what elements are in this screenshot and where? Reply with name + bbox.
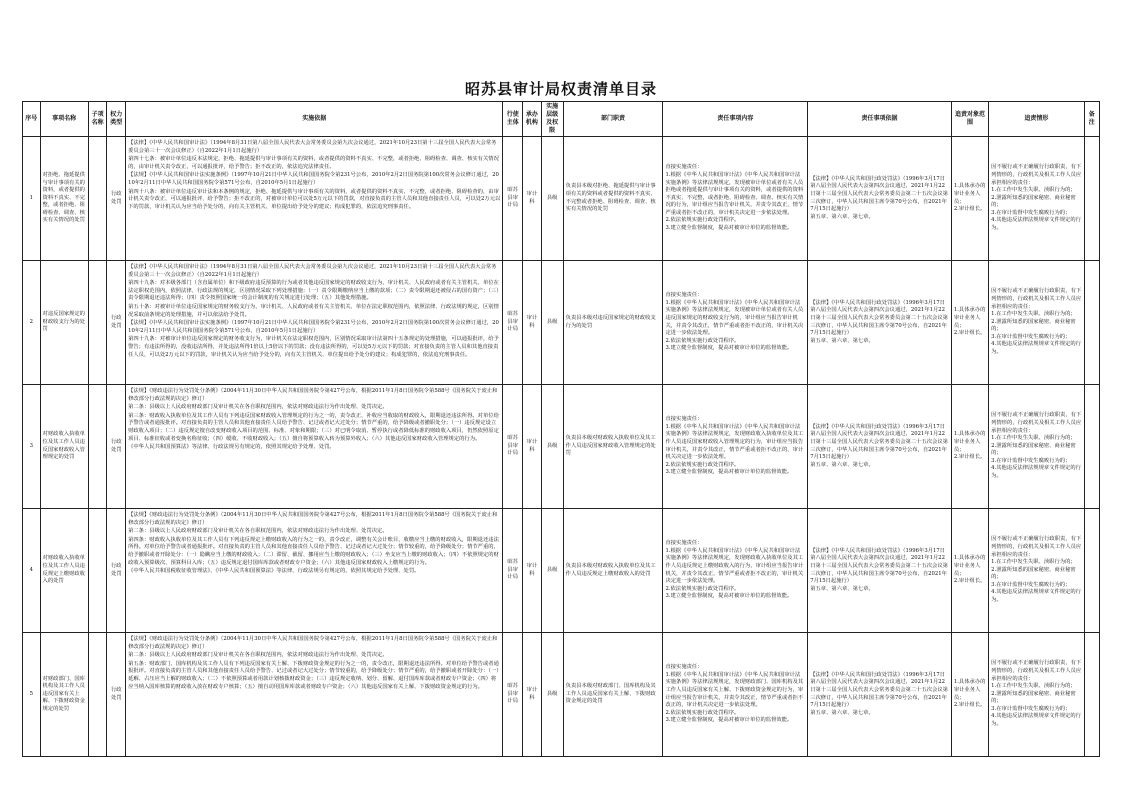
cell-content-line: 3.建立健全监督制度，提高对被审计单位的监督效能。 bbox=[665, 469, 793, 476]
cell-case bbox=[989, 509, 1084, 633]
cell-content bbox=[663, 261, 808, 385]
cell-case-line: 因不履行或不正确履行行政职责，有下列情形的，行政机关及相关工作人员应承担相应的责任： bbox=[991, 288, 1082, 310]
table-row bbox=[23, 385, 1100, 509]
header-no: 序号 bbox=[23, 102, 41, 137]
header-basis: 实施依据 bbox=[126, 102, 503, 137]
basis-paragraph: 【法规】《中华人民共和国审计法实施条例》（1997年10月21日中华人民共和国国务院令第231号公布，2010年2月2日国务院第100次常务会议修订通过，2010年2月11日中华人民共和国国务院令第571号公布，自2010年5月1日起施行） bbox=[128, 172, 499, 186]
cell-content-line: 2.依法依规实施行政处罚程序。 bbox=[665, 709, 740, 716]
page-title: 昭苏县审计局权责清单目录 bbox=[464, 80, 657, 98]
cell-case bbox=[989, 385, 1084, 509]
cell-target-line: 1.具体承办的审计业务人员； bbox=[953, 431, 986, 453]
cell-target bbox=[951, 385, 988, 509]
cell-subject: 昭苏县审计局 bbox=[503, 509, 523, 633]
cell-duty: 负责县本级对财政收入执收单位及其工作人员违反规定上缴财政收入的处罚 bbox=[563, 509, 663, 633]
cell-content bbox=[663, 385, 808, 509]
table-row bbox=[23, 137, 1100, 261]
basis-paragraph: 第二条：县级以上人民政府财政部门及审计机关在各自职权范围内，依法对财政违法行为作出处理、处罚决定。 bbox=[128, 404, 388, 411]
basis-paragraph: 【法规】《中华人民共和国审计法实施条例》（1997年10月21日中华人民共和国国务院令第231号公布，2010年2月2日国务院第100次常务会议修订通过，2010年2月11日中华人民共和国国务院令第571号公布，自2010年5月1日起施行） bbox=[128, 320, 499, 334]
cell-item-name: 对财政收入执收单位及其工作人员违反规定上缴财政收入的处罚 bbox=[40, 509, 88, 633]
cell-content-line: 1.根据《中华人民共和国审计法》《中华人民共和国审计法实施条例》等法律法规规定，发现财政部门、国库机构及其工作人员违反国家有关上解、下拨财政资金规定的行为，审计组应当报告审计机关，并责令其改正，情节严重或者拒不改正的，审计机关决定进一步依法处理。 bbox=[665, 671, 804, 709]
header-note: 备注 bbox=[1084, 102, 1099, 137]
cell-responsibility-basis-line: 【法律】《中华人民共和国行政处罚法》（1996年3月17日第八届全国人民代表大会第四次会议通过，2021年1月22日第十三届全国人民代表大会常务委员会第二十五次会议第三次修订，中华人民共和国主席令第70号公布，自2021年7月15日起施行） bbox=[810, 547, 948, 585]
cell-responsibility-basis-line: 第五章、第六章、第七章。 bbox=[810, 213, 874, 220]
cell-target-line: 1.具体承办的审计业务人员； bbox=[953, 555, 986, 577]
cell-content-line: 3.建立健全监督制度，提高对被审计单位的监督效能。 bbox=[665, 717, 793, 724]
table-row bbox=[23, 261, 1100, 385]
cell-content-line: 1.根据《中华人民共和国审计法》《中华人民共和国审计法实施条例》等法律法规规定，发现财政收入执收单位及其工作人员违反规定上缴财政收入的行为，审计组应当报告审计机关，并责令其改正，情节严重或者拒不改正的，审计机关决定进一步依法处理。 bbox=[665, 547, 804, 585]
cell-content-line: 1.根据《中华人民共和国审计法》《中华人民共和国审计法实施条例》等法律法规规定，发现被审计单位或者有关人员违反国家规定的财政收支行为的，审计组应当报告审计机关，并责令其改正，情节严重或者拒不改正的，审计机关决定进一步依法处理。 bbox=[665, 299, 804, 337]
basis-paragraph: 【法律】《中华人民共和国审计法》（1994年8月31日第八届全国人民代表大会常务委员会第九次会议通过，2021年10月23日第十三届全国人民代表大会常务委员会第三十一次会议修正）（自2022年1月1日起施行） bbox=[128, 140, 497, 154]
cell-power-type: 行政处罚 bbox=[107, 385, 126, 509]
header-target: 追责对象范围 bbox=[951, 102, 988, 137]
cell-case-line: 1.在工作中发生失职、渎职行为的； bbox=[991, 187, 1076, 194]
cell-sub-item bbox=[88, 261, 107, 385]
cell-basis bbox=[126, 385, 503, 509]
cell-item-name: 对财政收入执收单位及其工作人员违反国家财政收入管理规定的处罚 bbox=[40, 385, 88, 509]
cell-case-line: 4.其他违反法律法规规章文件规定的行为。 bbox=[991, 465, 1081, 480]
cell-case-line: 因不履行或不正确履行行政职责，有下列情形的，行政机关及相关工作人员应承担相应的责任： bbox=[991, 660, 1082, 682]
cell-no: 5 bbox=[23, 633, 41, 757]
cell-sub-item bbox=[88, 137, 107, 261]
header-type: 权力类型 bbox=[107, 102, 126, 137]
basis-paragraph: 第四十九条：对被审计单位违反国家规定的财务收支行为，审计机关在法定职权范围内，区别情况采取审计法第四十五条规定的处理措施，可以通报批评，给予警告；有违法所得的，没收违法所得，并处违法所得1倍以上5倍以下的罚款；没有违法所得的，可以处5万元以下的罚款；对直接负责的主管人员和其他直接责任人员，可以处2万元以下的罚款，审计机关认为应当给予处分的，向有关主管机关、单位提出给予处分的建议；构成犯罪的，依法追究刑事责任。 bbox=[128, 336, 499, 358]
cell-case-line: 3.在审计监督中发生腐败行为的； bbox=[991, 209, 1071, 216]
header-duty: 部门职责 bbox=[563, 102, 663, 137]
cell-target-line: 1.具体承办的审计业务人员； bbox=[953, 307, 986, 329]
basis-paragraph: 第五十条：对被审计单位违反国家规定的财务收支行为，审计机关、人民政府或者有关主管机关、单位在法定职权范围内，依照法律、行政法规的规定，区别情况采取前条规定的处理措施，并可以依法给予处罚。 bbox=[128, 303, 499, 318]
cell-note bbox=[1084, 509, 1099, 633]
cell-content-line: 2.依法依规实施行政处罚程序。 bbox=[665, 337, 740, 344]
cell-content-line: 1.根据《中华人民共和国审计法》《中华人民共和国审计法实施条例》等法律法规规定，发现被审计单位或者有关人员拒绝或者拖延提供与审计事项有关的资料，或者提供的资料不真实、不完整，或者拒绝、阻碍检查、调查、核实有关情况的行为，审计组应当报告审计机关，并责令其改正，情节严重或者拒不改正的，审计机关决定进一步依法处理。 bbox=[665, 171, 804, 216]
cell-content-line: 3.建立健全监督制度，提高对被审计单位的监督效能。 bbox=[665, 345, 793, 352]
cell-case-line: 3.在审计监督中发生腐败行为的； bbox=[991, 705, 1071, 712]
header-item: 事项名称 bbox=[40, 102, 88, 137]
cell-content-line: 直接实施责任： bbox=[665, 416, 703, 423]
cell-content-line: 直接实施责任： bbox=[665, 292, 703, 299]
table-body bbox=[23, 137, 1100, 757]
cell-case-line: 因不履行或不正确履行行政职责，有下列情形的，行政机关及相关工作人员应承担相应的责任： bbox=[991, 536, 1082, 558]
basis-paragraph: 第四条：财政收入执收单位及其工作人员有下列违反规定上缴财政收入的行为之一的，责令改正，调整有关会计账目，收缴应当上缴的财政收入，限期退还违法所得。对单位给予警告或者通报批评。对直接负责的主管人员和其他直接责任人员给予警告、记过或者记大过处分；情节较重的，给予降级处分；情节严重的，给予撤职或者开除处分：（一）隐瞒应当上缴的财政收入；（二）滞留、截留、挪用应当上缴的财政收入；（三）坐支应当上缴的财政收入；（四）不依照规定的财政收入预算级次、预算科目入库；（五）违反规定退付国库库款或者财政专户资金；（六）其他违反国家财政收入上缴规定的行为。 bbox=[128, 536, 499, 566]
cell-target-line: 1.具体承办的审计业务人员； bbox=[953, 679, 986, 701]
basis-paragraph: 《中华人民共和国税收征收管理法》、《中华人民共和国预算法》等法律、行政法规另有规定的，依照其规定给予处理、处罚。 bbox=[128, 568, 420, 575]
basis-paragraph: 第二条：县级以上人民政府财政部门及审计机关在各自职权范围内，依法对财政违法行为作出处理、处罚决定。 bbox=[128, 652, 388, 659]
cell-item-name: 对拒绝、拖延提供与审计事项有关的资料，或者提供的资料不真实、不完整，或者拒绝、阻碍检查、调查、核实有关情况的处罚 bbox=[40, 137, 88, 261]
cell-responsibility-basis bbox=[808, 261, 952, 385]
cell-target-line: 2.审计组长。 bbox=[953, 330, 986, 337]
header-content: 责任事项内容 bbox=[663, 102, 808, 137]
cell-duty: 负责县本级对财政部门、国库机构及其工作人员违反国家有关上解、下拨财政资金规定的处罚 bbox=[563, 633, 663, 757]
cell-case bbox=[989, 261, 1084, 385]
basis-paragraph: 【法律】《中华人民共和国审计法》（1994年8月31日第八届全国人民代表大会常务委员会第九次会议通过，2021年10月23日第十三届全国人民代表大会常务委员会第三十一次会议修正）（自2022年1月1日起施行） bbox=[128, 264, 497, 278]
cell-content-line: 2.依法依规实施行政处罚程序。 bbox=[665, 585, 740, 592]
cell-content-line: 直接实施责任： bbox=[665, 164, 703, 171]
cell-subject: 昭苏县审计局 bbox=[503, 261, 523, 385]
cell-responsibility-basis-line: 【法律】《中华人民共和国行政处罚法》（1996年3月17日第八届全国人民代表大会第四次会议通过，2021年1月22日第十三届全国人民代表大会常务委员会第二十五次会议第三次修订，中华人民共和国主席令第70号公布，自2021年7月15日起施行） bbox=[810, 671, 948, 709]
cell-power-type: 行政处罚 bbox=[107, 137, 126, 261]
cell-responsibility-basis bbox=[808, 633, 952, 757]
cell-case-line: 4.其他违反法律法规规章文件规定的行为。 bbox=[991, 341, 1081, 356]
cell-content bbox=[663, 137, 808, 261]
cell-sub-item bbox=[88, 385, 107, 509]
cell-org: 审计科 bbox=[523, 137, 542, 261]
cell-case-line: 1.在工作中发生失职、渎职行为的； bbox=[991, 311, 1076, 318]
basis-paragraph: 【法规】《财政违法行为处罚处分条例》（2004年11月30日中华人民共和国国务院令第427号公布，根据2011年1月8日国务院令第588号《国务院关于废止和修改部分行政法规的决定》修订） bbox=[128, 636, 498, 650]
cell-level: 县级 bbox=[541, 509, 563, 633]
cell-target bbox=[951, 509, 988, 633]
header-rbasis: 责任事项依据 bbox=[808, 102, 952, 137]
cell-org: 审计科 bbox=[523, 633, 542, 757]
cell-basis bbox=[126, 633, 503, 757]
cell-note bbox=[1084, 137, 1099, 261]
table-row bbox=[23, 633, 1100, 757]
cell-sub-item bbox=[88, 633, 107, 757]
basis-paragraph: 第五条：财政部门、国库机构及其工作人员有下列违反国家有关上解、下拨财政资金规定的行为之一的，责令改正，限期退还违法所得。对单位给予警告或者通报批评。对直接负责的主管人员和其他直接责任人员给予警告、记过或者记大过处分；情节较重的，给予降级处分；情节严重的，给予撤职或者开除处分：（一）延解、占压应当上解的财政收入；（二）不依照预算或者用款计划核拨财政资金；（三）违反规定收纳、划分、留解、退付国库库款或者财政专户资金；（四）将应当纳入国库核算的财政收入放在财政专户核算；（五）擅自动用国库库款或者财政专户资金；（六）其他违反国家有关上解、下拨财政资金规定的行为。 bbox=[128, 660, 499, 690]
cell-content-line: 3.建立健全监督制度，提高对被审计单位的监督效能。 bbox=[665, 593, 793, 600]
cell-subject: 昭苏县审计局 bbox=[503, 137, 523, 261]
cell-case-line: 3.在审计监督中发生腐败行为的； bbox=[991, 457, 1071, 464]
cell-responsibility-basis bbox=[808, 137, 952, 261]
table-row bbox=[23, 509, 1100, 633]
cell-target-line: 2.审计组长。 bbox=[953, 206, 986, 213]
cell-case-line: 4.其他违反法律法规规章文件规定的行为。 bbox=[991, 589, 1081, 604]
cell-responsibility-basis-line: 【法律】《中华人民共和国行政处罚法》（1996年3月17日第八届全国人民代表大会第四次会议通过，2021年1月22日第十三届全国人民代表大会常务委员会第二十五次会议第三次修订，中华人民共和国主席令第70号公布，自2021年7月15日起施行） bbox=[810, 175, 948, 213]
cell-case-line: 4.其他违反法律法规规章文件规定的行为。 bbox=[991, 713, 1081, 728]
cell-content-line: 直接实施责任： bbox=[665, 664, 703, 671]
cell-target-line: 2.审计组长。 bbox=[953, 454, 986, 461]
cell-org: 审计科 bbox=[523, 509, 542, 633]
cell-no: 1 bbox=[23, 137, 41, 261]
basis-paragraph: 【法规】《财政违法行为处罚处分条例》（2004年11月30日中华人民共和国国务院令第427号公布，根据2011年1月8日国务院令第588号《国务院关于废止和修改部分行政法规的决定》修订） bbox=[128, 512, 498, 526]
cell-case-line: 2.泄露所知悉的国家秘密、商业秘密的； bbox=[991, 442, 1076, 457]
cell-case-line: 因不履行或不正确履行行政职责，有下列情形的，行政机关及相关工作人员应承担相应的责任： bbox=[991, 164, 1082, 186]
cell-case-line: 1.在工作中发生失职、渎职行为的； bbox=[991, 559, 1076, 566]
cell-item-name: 对违反国家规定的财政收支行为的处罚 bbox=[40, 261, 88, 385]
cell-case-line: 4.其他违反法律法规规章文件规定的行为。 bbox=[991, 217, 1081, 232]
basis-paragraph: 第三条：财政收入执收单位及其工作人员有下列违反国家财政收入管理规定的行为之一的，责令改正，补收应当收取的财政收入，限期退还违法所得。对单位给予警告或者通报批评。对直接负责的主管人员和其他直接责任人员给予警告、记过或者记大过处分；情节严重的，给予降级或者撤职处分；（一）违反规定设立财政收入项目；（二）违反规定擅自改变财政收入项目的范围、标准、对象和期限；（三）对已明令取消、暂停执行或者降低标准的财政收入项目，仍然依照原定项目、标准征收或者变换名称征收；（四）缓收、不收财政收入；（五）擅自将预算收入转为预算外收入；（六）其他违反国家财政收入管理规定的行为。 bbox=[128, 412, 499, 442]
header-sub: 子项名称 bbox=[88, 102, 107, 137]
cell-level: 县级 bbox=[541, 633, 563, 757]
cell-case-line: 因不履行或不正确履行行政职责，有下列情形的，行政机关及相关工作人员应承担相应的责任： bbox=[991, 412, 1082, 434]
cell-subject: 昭苏县审计局 bbox=[503, 633, 523, 757]
cell-target bbox=[951, 633, 988, 757]
cell-content-line: 1.根据《中华人民共和国审计法》《中华人民共和国审计法实施条例》等法律法规规定，发现财政收入执收单位及其工作人员违反国家财政收入管理规定的行为，审计组应当报告审计机关，并责令其改正，情节严重或者拒不改正的，审计机关决定进一步依法处理。 bbox=[665, 423, 804, 461]
cell-power-type: 行政处罚 bbox=[107, 261, 126, 385]
cell-responsibility-basis bbox=[808, 385, 952, 509]
cell-basis bbox=[126, 137, 503, 261]
cell-no: 2 bbox=[23, 261, 41, 385]
cell-level: 县级 bbox=[541, 385, 563, 509]
basis-paragraph: 《中华人民共和国预算法》等法律、行政法规另有规定的，依照其规定给予处理、处罚。 bbox=[128, 444, 335, 451]
basis-paragraph: 第四十八条：被审计单位违反审计法和本条例的规定，拒绝、拖延提供与审计事项有关的资料，或者提供的资料不真实、不完整，或者拒绝、阻碍检查的，由审计机关责令改正，可以通报批评，给予警告；拒不改正的，对被审计单位可以处5万元以下的罚款，对直接负责的主管人员和其他直接责任人员，可以处2万元以下的罚款，审计机关认为应当给予处分的，向有关主管机关、单位提出给予处分的建议；构成犯罪的，依法追究刑事责任。 bbox=[128, 188, 501, 210]
cell-duty: 负责县本级对拒绝、拖延提供与审计事项有关的资料或者提供的资料不真实、不完整或者拒绝、阻碍检查、调查、核实有关情况的处罚 bbox=[563, 137, 663, 261]
cell-responsibility-basis-line: 第五章、第六章、第七章。 bbox=[810, 337, 874, 344]
cell-duty: 负责县本级对违反国家规定的财政收支行为的处罚 bbox=[563, 261, 663, 385]
cell-level: 县级 bbox=[541, 261, 563, 385]
cell-case-line: 1.在工作中发生失职、渎职行为的； bbox=[991, 683, 1076, 690]
cell-responsibility-basis-line: 【法律】《中华人民共和国行政处罚法》（1996年3月17日第八届全国人民代表大会第四次会议通过，2021年1月22日第十三届全国人民代表大会常务委员会第二十五次会议第三次修订，中华人民共和国主席令第70号公布，自2021年7月15日起施行） bbox=[810, 299, 948, 337]
cell-no: 3 bbox=[23, 385, 41, 509]
basis-paragraph: 第四十九条：对本级各部门（含直属单位）和下级政府违反预算的行为或者其他违反国家规定的财政收支行为，审计机关、人民政府或者有关主管机关、单位在法定职权范围内，依照法律、行政法规的规定，区别情况采取下列处理措施：（一）责令限期缴纳应当上缴的款项；（二）责令限期退还被侵占的国有资产；（三）责令限期退还违法所得；（四）责令按照国家统一的会计制度的有关规定进行处理；（五）其他处理措施。 bbox=[128, 280, 499, 302]
cell-content-line: 2.依法依规实施行政处罚程序。 bbox=[665, 217, 740, 224]
cell-case-line: 3.在审计监督中发生腐败行为的； bbox=[991, 333, 1071, 340]
header-case: 追责情形 bbox=[989, 102, 1084, 137]
cell-content bbox=[663, 509, 808, 633]
cell-case-line: 2.泄露所知悉的国家秘密、商业秘密的； bbox=[991, 318, 1076, 333]
cell-duty: 负责县本级对财政收入执收单位及其工作人员违反国家财政收入管理规定的处罚 bbox=[563, 385, 663, 509]
basis-paragraph: 【法规】《财政违法行为处罚处分条例》（2004年11月30日中华人民共和国国务院令第427号公布，根据2011年1月8日国务院令第588号《国务院关于废止和修改部分行政法规的决定》修订） bbox=[128, 388, 498, 402]
cell-basis bbox=[126, 509, 503, 633]
cell-case bbox=[989, 633, 1084, 757]
header-subject: 行使主体 bbox=[503, 102, 523, 137]
cell-content-line: 2.依法依规实施行政处罚程序。 bbox=[665, 461, 740, 468]
cell-target bbox=[951, 261, 988, 385]
cell-responsibility-basis-line: 第五章、第六章、第七章。 bbox=[810, 709, 874, 716]
cell-content-line: 直接实施责任： bbox=[665, 540, 703, 547]
cell-target-line: 1.具体承办的审计业务人员； bbox=[953, 183, 986, 205]
cell-item-name: 对财政部门、国库机构及其工作人员违反国家有关上解、下拨财政资金规定的处罚 bbox=[40, 633, 88, 757]
cell-sub-item bbox=[88, 509, 107, 633]
cell-power-type: 行政处罚 bbox=[107, 509, 126, 633]
cell-org: 审计科 bbox=[523, 261, 542, 385]
cell-note bbox=[1084, 633, 1099, 757]
cell-content bbox=[663, 633, 808, 757]
header-org: 承办机构 bbox=[523, 102, 542, 137]
cell-power-type: 行政处罚 bbox=[107, 633, 126, 757]
cell-level: 县级 bbox=[541, 137, 563, 261]
cell-basis bbox=[126, 261, 503, 385]
cell-note bbox=[1084, 385, 1099, 509]
cell-no: 4 bbox=[23, 509, 41, 633]
cell-target-line: 2.审计组长。 bbox=[953, 702, 986, 709]
cell-org: 审计科 bbox=[523, 385, 542, 509]
power-list-table bbox=[22, 101, 1100, 757]
cell-case-line: 1.在工作中发生失职、渎职行为的； bbox=[991, 435, 1076, 442]
cell-note bbox=[1084, 261, 1099, 385]
table-header-row bbox=[23, 102, 1100, 137]
cell-target bbox=[951, 137, 988, 261]
cell-case-line: 2.泄露所知悉的国家秘密、商业秘密的； bbox=[991, 194, 1076, 209]
basis-paragraph: 第四十七条：被审计单位违反本法规定，拒绝、拖延提供与审计事项有关的资料，或者提供的资料不真实、不完整，或者拒绝、阻碍检查、调查、核实有关情况的，由审计机关责令改正，可以通报批评，给予警告；拒不改正的，依法追究法律责任。 bbox=[128, 156, 499, 170]
basis-paragraph: 第二条：县级以上人民政府财政部门及审计机关在各自职权范围内，依法对财政违法行为作出处理、处罚决定。 bbox=[128, 528, 388, 535]
header-level: 实施层级及权限 bbox=[541, 102, 563, 137]
cell-responsibility-basis-line: 第五章、第六章、第七章。 bbox=[810, 585, 874, 592]
cell-subject: 昭苏县审计局 bbox=[503, 385, 523, 509]
cell-content-line: 3.建立健全监督制度，提高对被审计单位的监督效能。 bbox=[665, 225, 793, 232]
cell-case-line: 2.泄露所知悉的国家秘密、商业秘密的； bbox=[991, 690, 1076, 705]
cell-responsibility-basis bbox=[808, 509, 952, 633]
cell-case bbox=[989, 137, 1084, 261]
cell-case-line: 3.在审计监督中发生腐败行为的； bbox=[991, 581, 1071, 588]
cell-responsibility-basis-line: 第五章、第六章、第七章。 bbox=[810, 461, 874, 468]
cell-target-line: 2.审计组长。 bbox=[953, 578, 986, 585]
cell-responsibility-basis-line: 【法律】《中华人民共和国行政处罚法》（1996年3月17日第八届全国人民代表大会第四次会议通过，2021年1月22日第十三届全国人民代表大会常务委员会第二十五次会议第三次修订，中华人民共和国主席令第70号公布，自2021年7月15日起施行） bbox=[810, 423, 948, 461]
cell-case-line: 2.泄露所知悉的国家秘密、商业秘密的； bbox=[991, 566, 1076, 581]
